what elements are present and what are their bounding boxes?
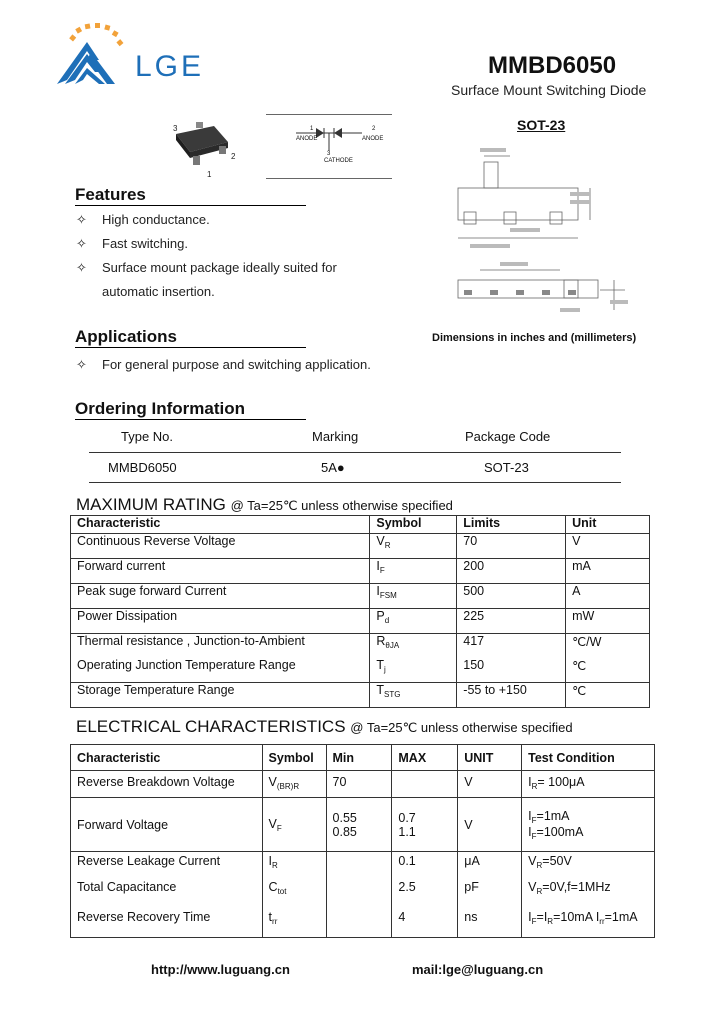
electrical-condition: @ Ta=25℃ unless otherwise specified (350, 720, 573, 735)
unit: mA (566, 559, 650, 584)
max: 0.7 1.1 (392, 798, 458, 852)
feature-item: automatic insertion. (102, 284, 215, 299)
logo-mark-icon (55, 22, 135, 92)
cathode-label: CATHODE (324, 158, 353, 164)
max (392, 771, 458, 798)
characteristic: Continuous Reverse Voltage (71, 534, 370, 559)
feature-bullet-icon: ✧ (76, 260, 87, 275)
ordering-header-package: Package Code (465, 429, 551, 444)
limit: 417 150 (457, 634, 566, 683)
unit: V (458, 771, 522, 798)
characteristic: Reverse Breakdown Voltage (71, 771, 263, 798)
limit: 500 (457, 584, 566, 609)
electrical-title (76, 717, 573, 737)
limit: 200 (457, 559, 566, 584)
symbol: $I_{FSM}$ (370, 584, 457, 609)
table-row (71, 771, 655, 798)
electrical-heading: ELECTRICAL CHARACTERISTICS (76, 717, 346, 736)
pkg-pin3-label: 3 (173, 124, 178, 133)
unit: ℃ (566, 683, 650, 708)
unit: A (566, 584, 650, 609)
characteristic: Thermal resistance , Junction-to-Ambient Operating Junction Temperature Range (71, 634, 370, 683)
package-photo (166, 118, 246, 180)
characteristic: Forward Voltage (71, 798, 263, 852)
symbol: $P_d$ (370, 609, 457, 634)
characteristic: Reverse Leakage Current Total Capacitance Reverse Recovery Time (71, 852, 263, 938)
table-row (71, 683, 650, 708)
symbol: $V_R$ (370, 534, 457, 559)
ordering-marking: 5A● (321, 460, 345, 475)
pin-diagram (266, 114, 392, 179)
min: 70 (326, 771, 392, 798)
pin2-num: 2 (372, 126, 376, 132)
col-test-condition: Test Condition (522, 745, 655, 771)
dimensions-caption: Dimensions in inches and (millimeters) (432, 332, 637, 344)
test-condition: $I_F=1mA$ $I_F=100mA$ (522, 798, 655, 852)
ordering-divider (89, 482, 621, 483)
characteristic: Power Dissipation (71, 609, 370, 634)
min (326, 852, 392, 938)
limit: -55 to +150 (457, 683, 566, 708)
package-code-title: SOT-23 (517, 117, 566, 133)
ordering-type: MMBD6050 (108, 460, 177, 475)
application-bullet-icon: ✧ (76, 357, 87, 372)
col-unit: UNIT (458, 745, 522, 771)
unit: mW (566, 609, 650, 634)
limit: 70 (457, 534, 566, 559)
table-row (71, 559, 650, 584)
symbol: $R_{\theta JA}$ $T_j$ (370, 634, 457, 683)
footer-email[interactable]: mail:lge@luguang.cn (412, 962, 544, 977)
col-unit: Unit (566, 516, 650, 534)
max: 0.1 2.5 4 (392, 852, 458, 938)
footer-website[interactable]: http://www.luguang.cn (151, 962, 290, 977)
feature-bullet-icon: ✧ (76, 236, 87, 251)
applications-title: Applications (75, 327, 306, 348)
symbol: $I_R$ $C_{tot}$ $t_{rr}$ (262, 852, 326, 938)
ordering-header-type: Type No. (121, 429, 174, 444)
col-characteristic: Characteristic (71, 745, 263, 771)
max-rating-header-row (71, 516, 650, 534)
min: 0.55 0.85 (326, 798, 392, 852)
table-row (71, 534, 650, 559)
part-number: MMBD6050 (488, 52, 617, 79)
company-logo (55, 22, 135, 92)
characteristic: Forward current (71, 559, 370, 584)
col-symbol: Symbol (370, 516, 457, 534)
anode1-label: ANODE (296, 136, 318, 142)
unit: μA pF ns (458, 852, 522, 938)
feature-bullet-icon: ✧ (76, 212, 87, 227)
application-item: For general purpose and switching application. (102, 357, 371, 372)
test-condition: $I_R= 100\mu A$ (522, 771, 655, 798)
unit: ℃/W ℃ (566, 634, 650, 683)
ordering-title: Ordering Information (75, 399, 306, 420)
max-rating-table (70, 515, 650, 708)
unit: V (566, 534, 650, 559)
product-subtitle: Surface Mount Switching Diode (451, 82, 647, 98)
ordering-package: SOT-23 (484, 460, 529, 475)
feature-item: High conductance. (102, 212, 210, 227)
electrical-header-row (71, 745, 655, 771)
characteristic: Storage Temperature Range (71, 683, 370, 708)
symbol: $V_F$ (262, 798, 326, 852)
table-row (71, 609, 650, 634)
logo-text: LGE (135, 50, 205, 83)
col-min: Min (326, 745, 392, 771)
max-rating-condition: @ Ta=25℃ unless otherwise specified (230, 498, 453, 513)
pkg-pin2-label: 2 (231, 152, 236, 161)
anode2-label: ANODE (362, 136, 384, 142)
col-characteristic: Characteristic (71, 516, 370, 534)
max-rating-title (76, 495, 453, 515)
table-row (71, 584, 650, 609)
unit: V (458, 798, 522, 852)
features-title: Features (75, 185, 306, 206)
feature-item: Fast switching. (102, 236, 188, 251)
pin3-num: 3 (327, 151, 331, 157)
table-row (71, 634, 650, 683)
dimension-drawing (440, 140, 640, 325)
table-row (71, 852, 655, 938)
ordering-divider (89, 452, 621, 453)
ordering-header-marking: Marking (312, 429, 359, 444)
test-condition: $V_R=50V$ $V_R=0V,f=1MHz$ $I_F=I_R=10mA$ $I_{rr}=1mA$ (522, 852, 655, 938)
col-symbol: Symbol (262, 745, 326, 771)
symbol: $I_F$ (370, 559, 457, 584)
pkg-pin1-label: 1 (207, 170, 212, 179)
electrical-table (70, 744, 655, 938)
symbol: $V_{(BR)R}$ (262, 771, 326, 798)
col-max: MAX (392, 745, 458, 771)
max-rating-heading: MAXIMUM RATING (76, 495, 226, 514)
feature-item: Surface mount package ideally suited for (102, 260, 337, 275)
table-row (71, 798, 655, 852)
pin1-num: 1 (310, 126, 314, 132)
symbol: $T_{STG}$ (370, 683, 457, 708)
col-limits: Limits (457, 516, 566, 534)
limit: 225 (457, 609, 566, 634)
characteristic: Peak suge forward Current (71, 584, 370, 609)
